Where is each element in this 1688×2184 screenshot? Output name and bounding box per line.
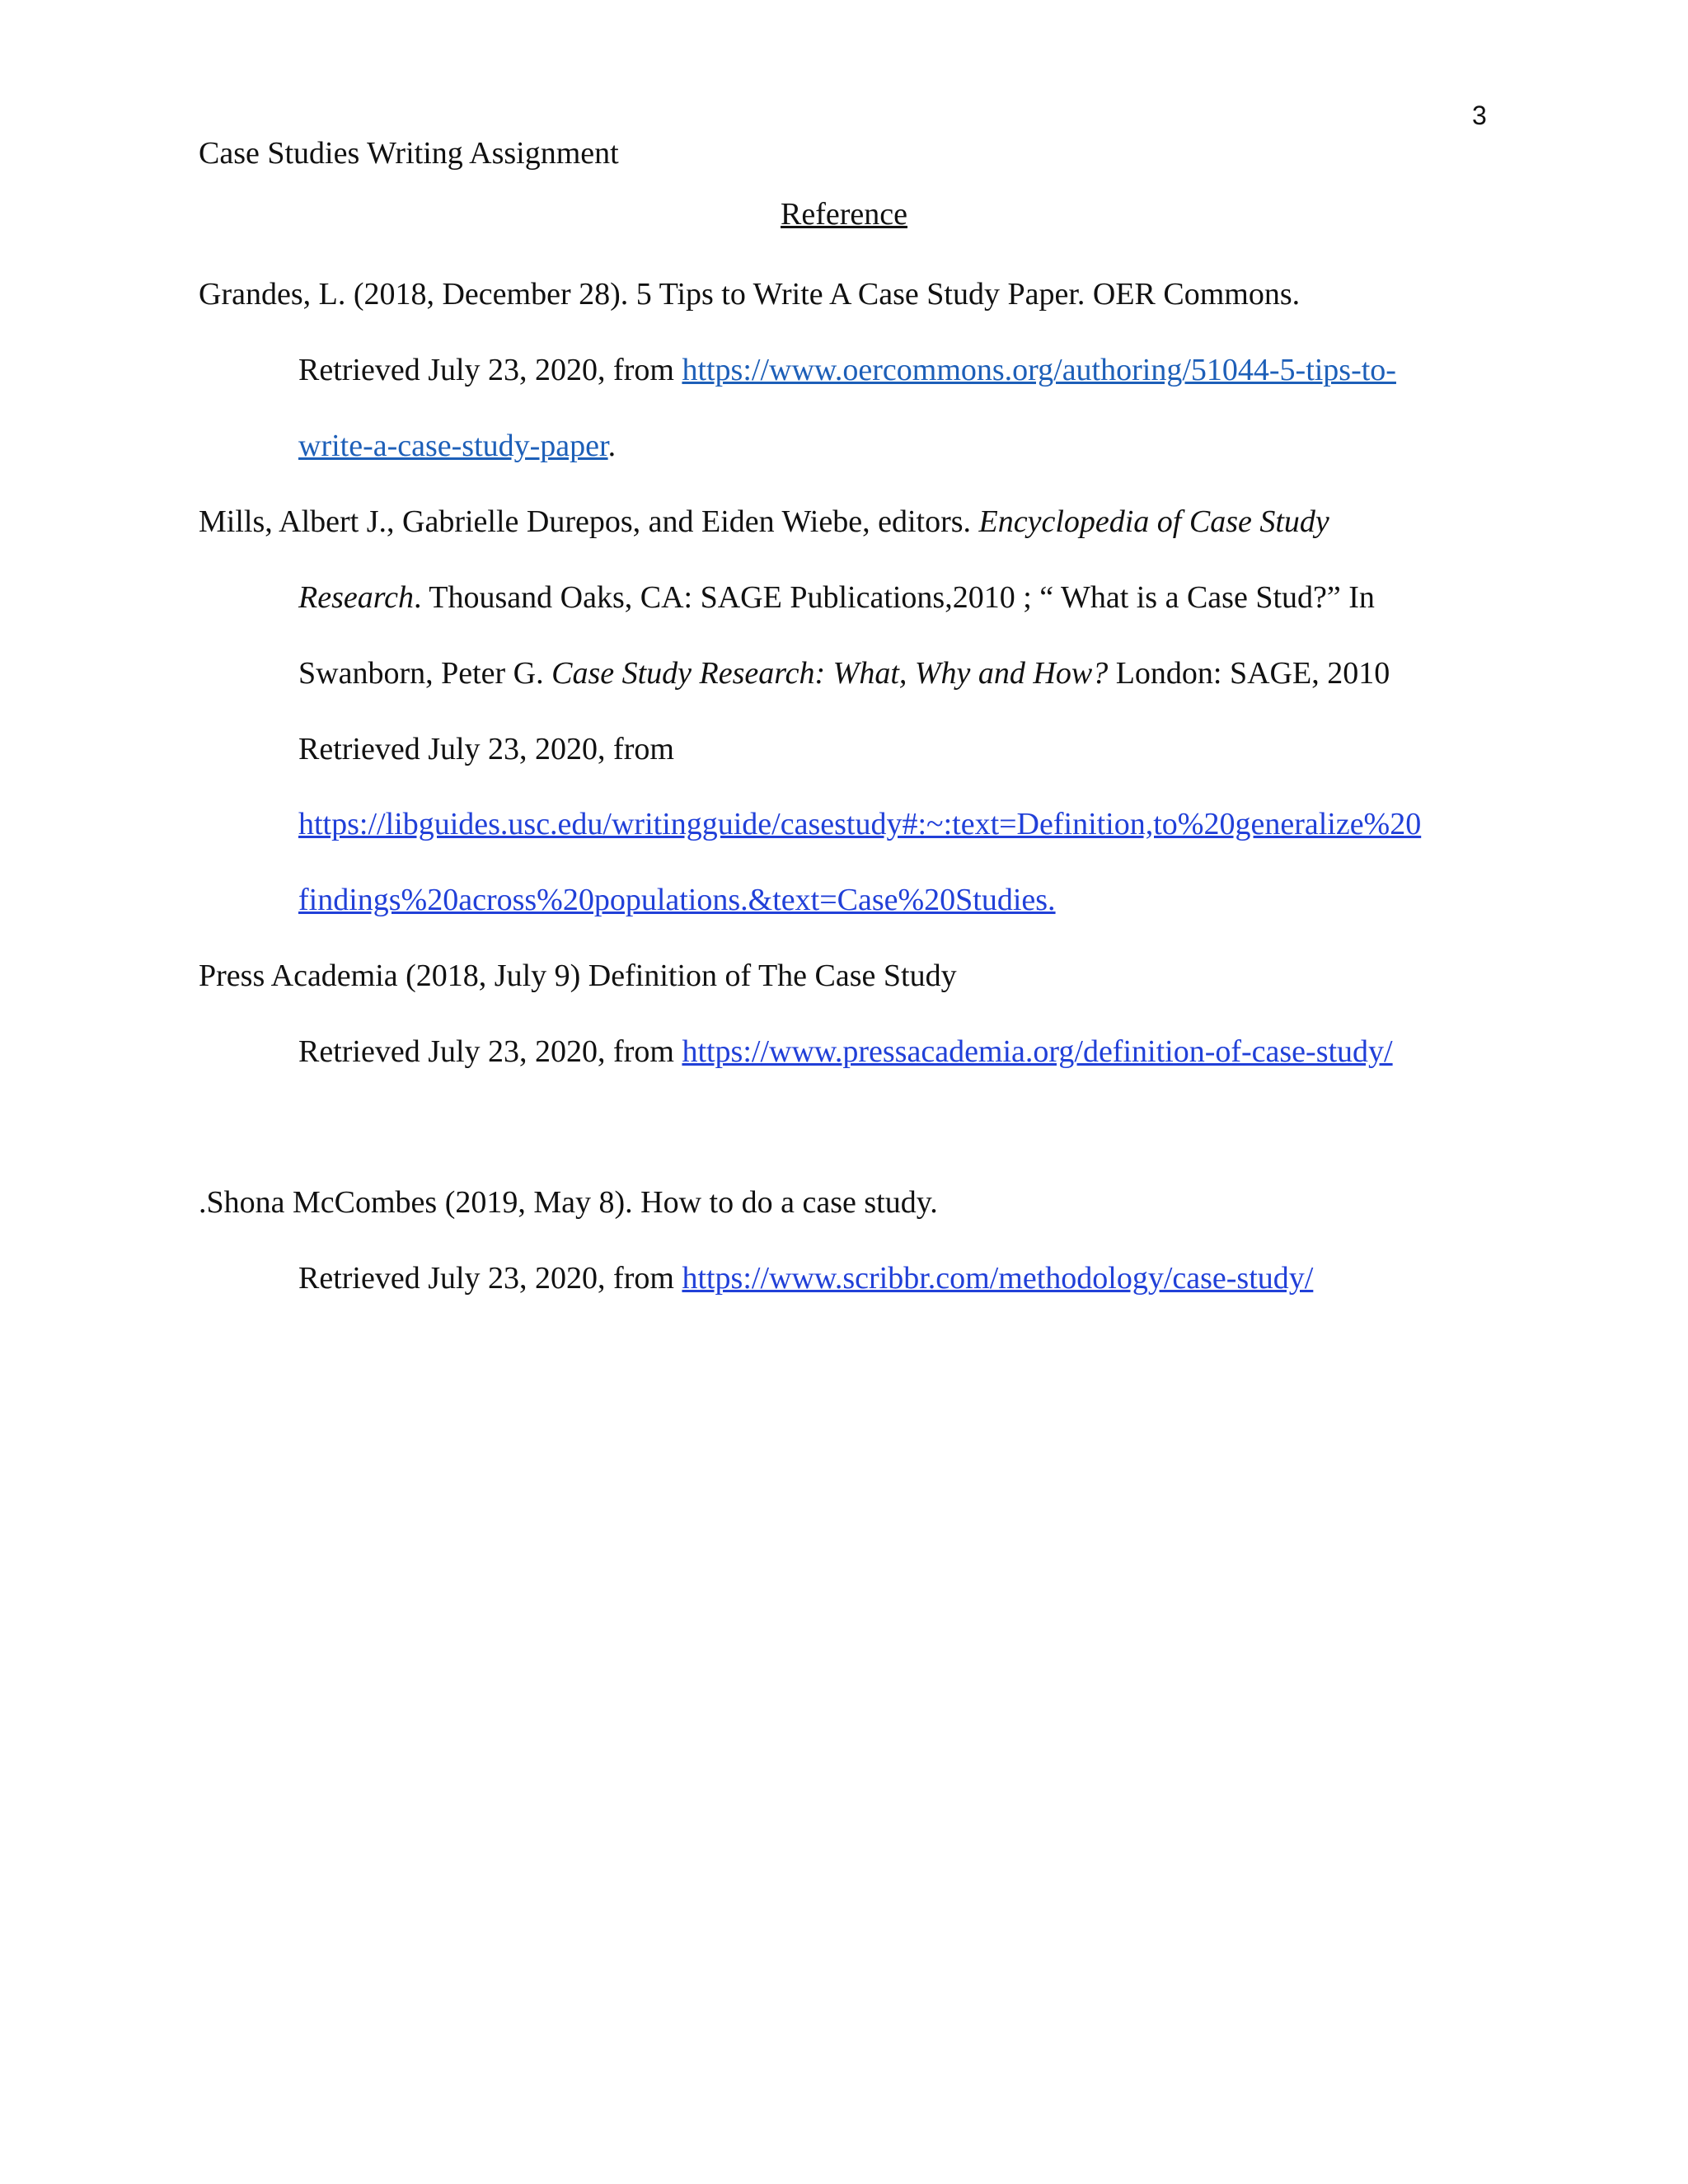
reference-pressacademia-line2 <box>298 1029 1393 1075</box>
libguides-link[interactable]: https://libguides.usc.edu/writingguide/casestudy#:~:text=Definition,to%20generalize%20 <box>298 807 1422 841</box>
retrieved-text: Retrieved July 23, 2020, from <box>298 1261 682 1296</box>
reference-mills-line5 <box>298 801 1421 847</box>
reference-pressacademia-line1: Press Academia (2018, July 9) Definition of The Case Study <box>199 958 957 993</box>
reference-mills-line6 <box>298 877 1056 923</box>
reference-mills-line2 <box>298 574 1375 621</box>
book-title-continued: Research <box>298 580 414 615</box>
book-title-2: Case Study Research: What, Why and How? <box>551 656 1109 691</box>
reference-mccombes-line2 <box>298 1255 1313 1301</box>
authors-text: Mills, Albert J., Gabrielle Durepos, and Eiden Wiebe, editors. <box>199 504 979 539</box>
reference-mills-line3 <box>298 650 1390 696</box>
reference-grandes-line3 <box>298 423 616 469</box>
publisher-text: . Thousand Oaks, CA: SAGE Publications,2010 ; “ What is a Case Stud?” In <box>413 580 1375 615</box>
retrieved-text: Retrieved July 23, 2020, from <box>298 1034 682 1069</box>
page-title: Reference <box>781 197 907 232</box>
page-number: 3 <box>1472 101 1487 130</box>
scribbr-link[interactable]: https://www.scribbr.com/methodology/case-study/ <box>682 1261 1314 1296</box>
reference-grandes-line1: Grandes, L. (2018, December 28). 5 Tips to Write A Case Study Paper. OER Commons. <box>199 277 1301 312</box>
publisher-text-2: London: SAGE, 2010 <box>1108 656 1390 691</box>
book-title: Encyclopedia of Case Study <box>978 504 1329 539</box>
retrieved-text: Retrieved July 23, 2020, from <box>298 353 682 387</box>
reference-mills-line1 <box>199 499 1329 545</box>
pressacademia-link[interactable]: https://www.pressacademia.org/definition-of-case-study/ <box>682 1034 1393 1069</box>
author-text: Swanborn, Peter G. <box>298 656 552 691</box>
running-head: Case Studies Writing Assignment <box>199 136 619 171</box>
oercommons-link-continued[interactable]: write-a-case-study-paper <box>298 429 608 463</box>
reference-mccombes-line1: .Shona McCombes (2019, May 8). How to do a case study. <box>199 1185 938 1220</box>
oercommons-link[interactable]: https://www.oercommons.org/authoring/51044-5-tips-to- <box>682 353 1396 387</box>
reference-grandes-line2 <box>298 347 1396 393</box>
period-text: . <box>607 429 617 463</box>
reference-mills-line4: Retrieved July 23, 2020, from <box>298 732 674 766</box>
libguides-link-continued[interactable]: findings%20across%20populations.&text=Case%20Studies. <box>298 883 1056 917</box>
